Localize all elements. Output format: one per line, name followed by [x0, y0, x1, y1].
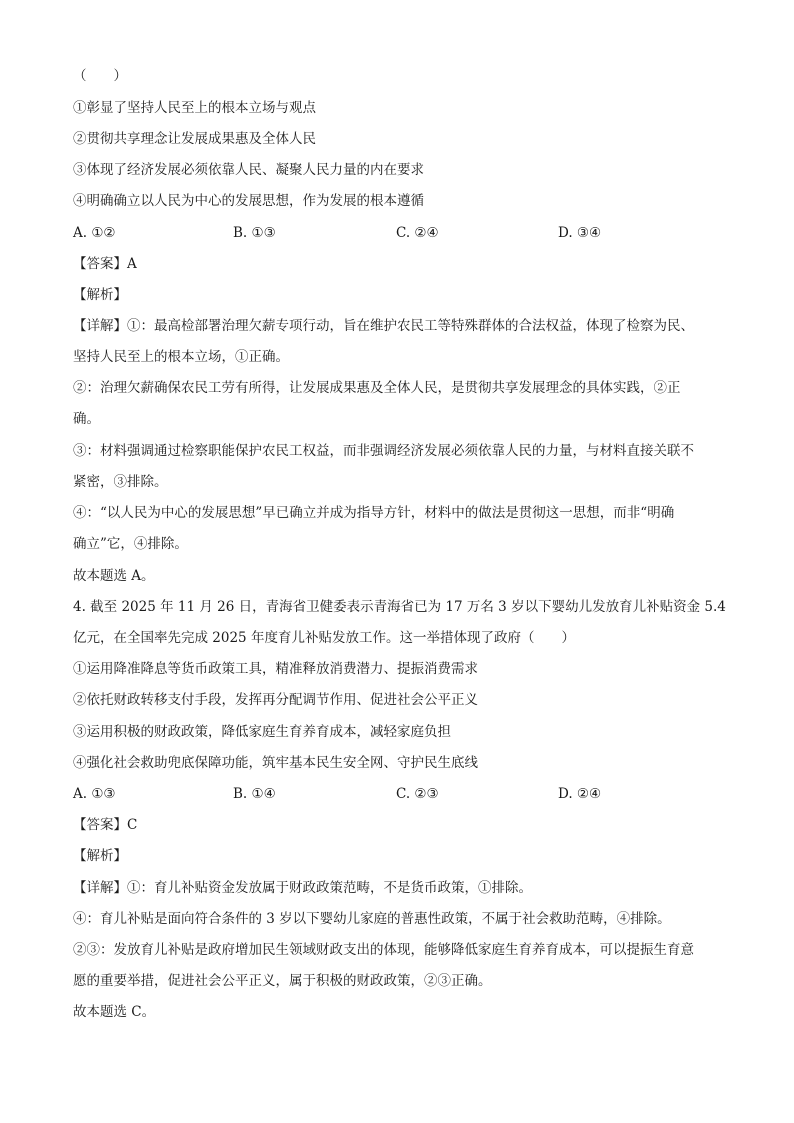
q3-explain-line: 确。 [73, 411, 100, 427]
q3-item-3: ③体现了经济发展必须依靠人民、凝聚人民力量的内在要求 [73, 162, 424, 178]
q4-item-4: ④强化社会救助兜底保障功能，筑牢基本民生安全网、守护民生底线 [73, 755, 478, 771]
q3-item-4: ④明确确立以人民为中心的发展思想，作为发展的根本遵循 [73, 193, 424, 209]
q3-option-c: C. ②④ [396, 225, 439, 241]
q4-option-c: C. ②③ [396, 786, 439, 802]
q3-explain-line: 紧密，③排除。 [73, 474, 168, 490]
q3-conclusion: 故本题选 A。 [73, 568, 155, 584]
q3-option-b: B. ①③ [233, 225, 276, 241]
q4-stem-line-1: 4. 截至 2025 年 11 月 26 日，青海省卫健委表示青海省已为 17 万名 3 岁以下婴幼儿发放育儿补贴资金 5.4 [73, 599, 726, 615]
q4-option-b: B. ①④ [233, 786, 276, 802]
q3-bracket: （ ） [73, 68, 127, 84]
q3-explain-line: 坚持人民至上的根本立场，①正确。 [73, 349, 289, 365]
q3-explain-line: ②：治理欠薪确保农民工劳有所得，让发展成果惠及全体人民，是贯彻共享发展理念的具体实践，②正 [73, 380, 681, 396]
q3-analysis-label: 【解析】 [73, 287, 127, 303]
q4-explain-line: 【详解】①：育儿补贴资金发放属于财政政策范畴，不是货币政策，①排除。 [73, 880, 532, 896]
q3-item-1: ①彰显了坚持人民至上的根本立场与观点 [73, 100, 316, 116]
q3-option-a: A. ①② [73, 225, 116, 241]
q4-stem-line-2: 亿元，在全国率先完成 2025 年度育儿补贴发放工作。这一举措体现了政府（ ） [73, 630, 575, 646]
q4-option-a: A. ①③ [73, 786, 116, 802]
q4-explain-line: ④：育儿补贴是面向符合条件的 3 岁以下婴幼儿家庭的普惠性政策，不属于社会救助范畴，④排除。 [73, 911, 671, 927]
q4-conclusion: 故本题选 C。 [73, 1004, 156, 1020]
q3-explain-line: ④：“以人民为中心的发展思想”早已确立并成为指导方针，材料中的做法是贯彻这一思想，而非“明确 [73, 505, 675, 521]
q3-explain-line: 【详解】①：最高检部署治理欠薪专项行动，旨在维护农民工等特殊群体的合法权益，体现了检察为民、 [73, 318, 694, 334]
q3-explain-line: 确立”它，④排除。 [73, 536, 188, 552]
q4-item-1: ①运用降准降息等货币政策工具，精准释放消费潜力、提振消费需求 [73, 661, 478, 677]
q4-explain-line: ②③：发放育儿补贴是政府增加民生领域财政支出的体现，能够降低家庭生育养育成本，可以提振生育意 [73, 942, 694, 958]
q4-analysis-label: 【解析】 [73, 848, 127, 864]
q4-item-2: ②依托财政转移支付手段，发挥再分配调节作用、促进社会公平正义 [73, 692, 478, 708]
q3-explain-line: ③：材料强调通过检察职能保护农民工权益，而非强调经济发展必须依靠人民的力量，与材料直接关联不 [73, 443, 694, 459]
q3-option-d: D. ③④ [558, 225, 602, 241]
q4-option-d: D. ②④ [558, 786, 602, 802]
q3-item-2: ②贯彻共享理念让发展成果惠及全体人民 [73, 131, 316, 147]
q4-explain-line: 愿的重要举措，促进社会公平正义，属于积极的财政政策，②③正确。 [73, 973, 492, 989]
q4-item-3: ③运用积极的财政政策，降低家庭生育养育成本，减轻家庭负担 [73, 724, 451, 740]
q3-answer: 【答案】A [73, 256, 137, 272]
q4-answer: 【答案】C [73, 817, 138, 833]
